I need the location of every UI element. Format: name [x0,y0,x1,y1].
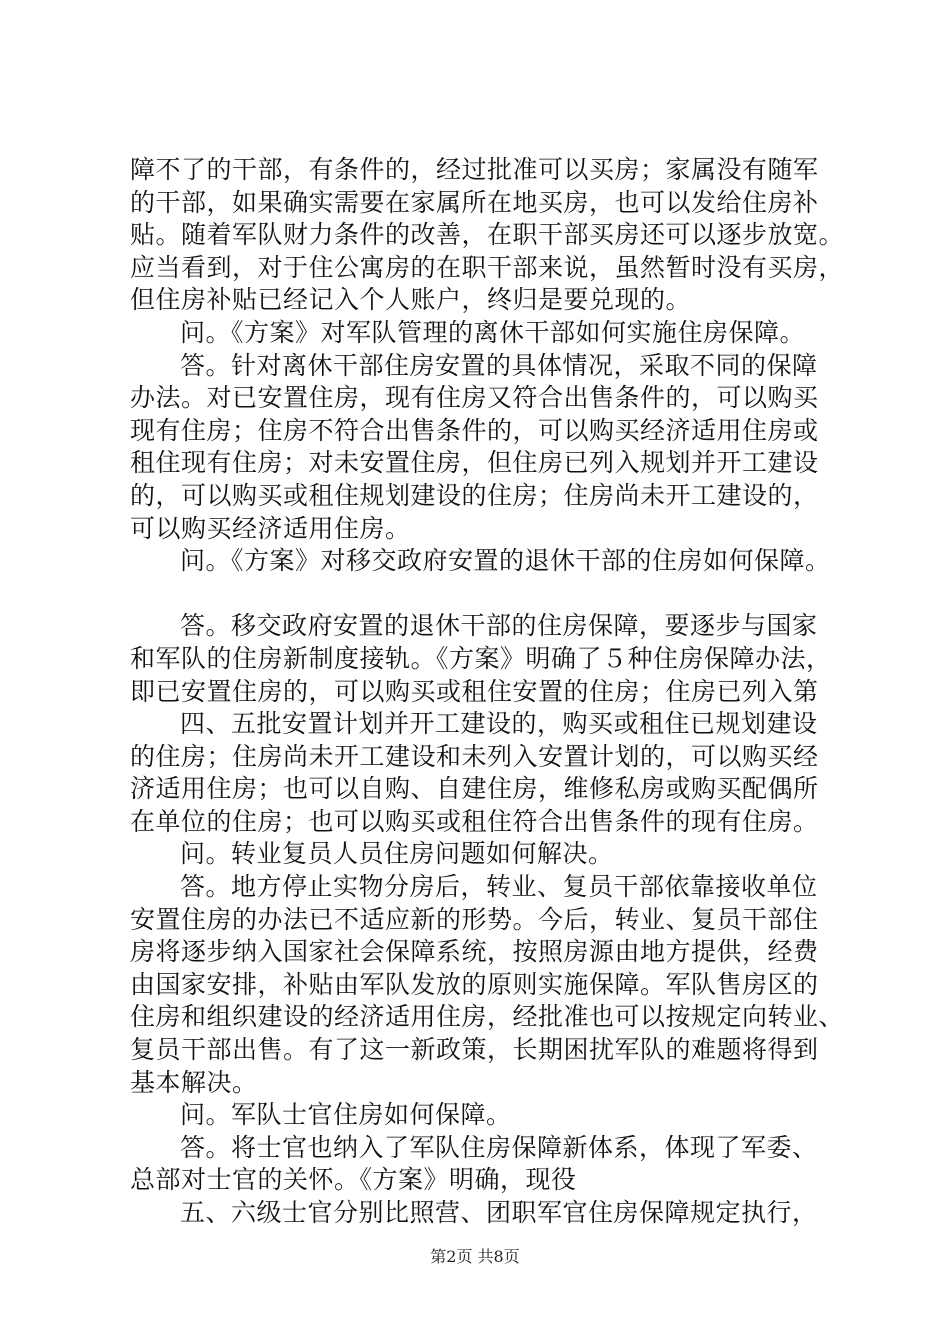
text-line: 答。将士官也纳入了军队住房保障新体系，体现了军委、 [180,1132,818,1162]
text-line: 的住房；住房尚未开工建设和未列入安置计划的，可以购买经 [130,741,819,771]
text-line: 复员干部出售。有了这一新政策，长期困扰军队的难题将得到 [130,1035,819,1065]
page-footer: 第2页 共8页 [430,1247,520,1266]
blank-line [130,578,830,611]
text-line: 在单位的住房；也可以购买或租住符合出售条件的现有住房。 [130,806,819,836]
text-line: 答。移交政府安置的退休干部的住房保障，要逐步与国家 [180,611,818,641]
text-line: 答。针对离休干部住房安置的具体情况，采取不同的保障 [180,350,818,380]
text-line: 可以购买经济适用住房。 [130,513,411,543]
text-line: 租住现有住房；对未安置住房，但住房已列入规划并开工建设 [130,448,819,478]
text-line: 障不了的干部，有条件的，经过批准可以买房；家属没有随军 [130,155,819,184]
text-line: 答。地方停止实物分房后，转业、复员干部依靠接收单位 [180,872,818,902]
text-line: 问。转业复员人员住房问题如何解决。 [180,839,614,869]
text-line: 的干部，如果确实需要在家属所在地买房，也可以发给住房补 [130,187,819,217]
text-line: 办法。对已安置住房，现有住房又符合出售条件的，可以购买 [130,383,819,413]
text-line: 总部对士官的关怀。《方案》明确，现役 [130,1165,577,1195]
text-line: 基本解决。 [130,1067,258,1097]
text-line: 的，可以购买或租住规划建设的住房；住房尚未开工建设的， [130,480,819,510]
text-line: 但住房补贴已经记入个人账户，终归是要兑现的。 [130,285,692,315]
text-line: 四、五批安置计划并开工建设的，购买或租住已规划建设 [180,709,818,739]
text-line: 即已安置住房的，可以购买或租住安置的住房；住房已列入第 [130,676,819,706]
text-line: 济适用住房；也可以自购、自建住房，维修私房或购买配偶所 [130,774,819,804]
text-line: 和军队的住房新制度接轨。《方案》明确了５种住房保障办法， [130,643,832,673]
text-line: 安置住房的办法已不适应新的形势。今后，转业、复员干部住 [130,904,819,934]
text-line: 贴。随着军队财力条件的改善，在职干部买房还可以逐步放宽。 [130,220,845,250]
text-line: 五、六级士官分别比照营、团职军官住房保障规定执行， [180,1198,818,1227]
document-body [130,154,845,1230]
text-line: 现有住房；住房不符合出售条件的，可以购买经济适用住房或 [130,415,819,445]
text-line: 由国家安排，补贴由军队发放的原则实施保障。军队售房区的 [130,969,819,999]
text-line: 住房和组织建设的经济适用住房，经批准也可以按规定向转业、 [130,1002,845,1032]
text-line: 应当看到，对于住公寓房的在职干部来说，虽然暂时没有买房， [130,252,845,282]
text-line: 问。《方案》对军队管理的离休干部如何实施住房保障。 [180,317,806,347]
text-line: 问。《方案》对移交政府安置的退休干部的住房如何保障。 [180,546,831,576]
text-line: 问。军队士官住房如何保障。 [180,1100,512,1130]
text-line: 房将逐步纳入国家社会保障系统，按照房源由地方提供，经费 [130,937,819,967]
